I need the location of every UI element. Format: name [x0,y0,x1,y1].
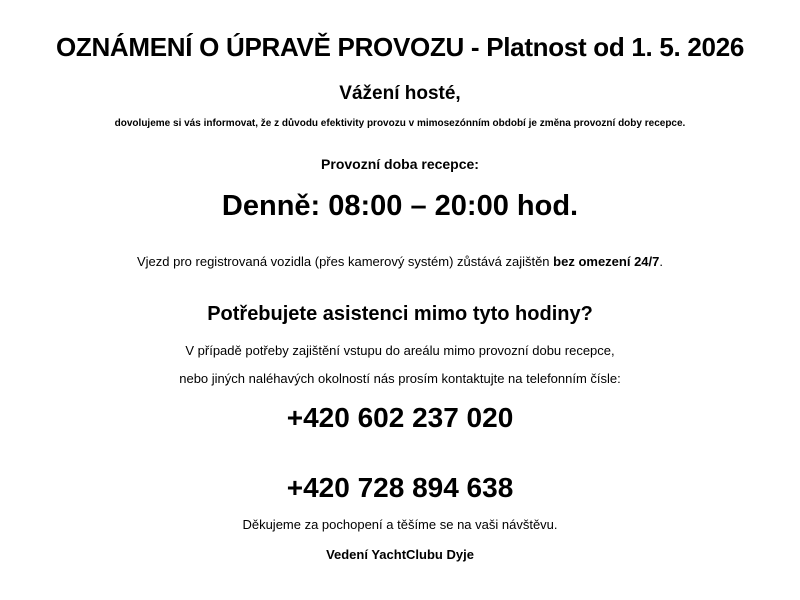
vehicle-access-emphasis: bez omezení 24/7 [553,254,660,269]
assistance-text-1: V případě potřeby zajištění vstupu do areálu mimo provozní dobu recepce, [185,343,615,358]
assistance-text-2: nebo jiných naléhavých okolností nás prosím kontaktujte na telefonním čísle: [179,371,621,386]
intro-text: dovolujeme si vás informovat, že z důvodu efektivity provozu v mimosezónním období je změna provozní doby recepce. [114,118,686,129]
vehicle-access-text [0,255,800,268]
greeting: Vážení hosté, [339,83,461,104]
reception-hours: Denně: 08:00 – 20:00 hod. [221,190,579,222]
reception-hours-label: Provozní doba recepce: [321,156,479,172]
signature: Vedení YachtClubu Dyje [326,547,474,562]
assistance-heading: Potřebujete asistenci mimo tyto hodiny? [207,303,593,325]
thanks-text: Děkujeme za pochopení a těšíme se na vaši návštěvu. [242,517,558,532]
vehicle-access-end: . [659,254,663,269]
vehicle-access-main: Vjezd pro registrovaná vozidla (přes kamerový systém) zůstává zajištěn [136,254,554,269]
phone-number-2: +420 728 894 638 [286,472,514,503]
phone-number-1: +420 602 237 020 [286,402,514,433]
notice-title: OZNÁMENÍ O ÚPRAVĚ PROVOZU - Platnost od 1. 5. 2026 [55,32,745,62]
